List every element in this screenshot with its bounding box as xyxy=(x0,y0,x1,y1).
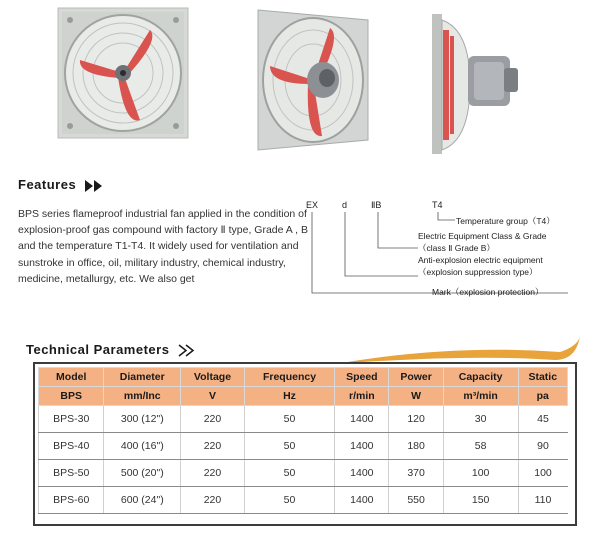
fan-front-view-image xyxy=(58,8,188,138)
table-cell: 550 xyxy=(389,487,443,514)
table-cell: 1400 xyxy=(335,460,389,487)
table-cell: 600 (24") xyxy=(104,487,181,514)
double-chevron-outline-icon xyxy=(177,344,197,357)
unit-model: BPS xyxy=(39,387,104,406)
table-cell: 45 xyxy=(518,406,567,433)
product-photos xyxy=(0,0,600,170)
table-header-row-1 xyxy=(39,368,568,387)
table-cell: 50 xyxy=(244,406,334,433)
table-cell: BPS-40 xyxy=(39,433,104,460)
table-cell: 370 xyxy=(389,460,443,487)
label-anti-explosion: Anti-explosion electric equipment xyxy=(418,255,543,265)
header-model: Model xyxy=(39,368,104,387)
features-paragraph: BPS series flameproof industrial fan applied in the condition of explosion-proof gas compound with factory Ⅱ type, Grade A , B and the temperature T1-T4. It widely used for ventilation and sunstroke in office, oil, military industry, chemical industry, medicine, metallurgy, etc. We also get xyxy=(18,208,308,285)
table-cell: 1400 xyxy=(335,433,389,460)
table-cell: 1400 xyxy=(335,487,389,514)
unit-diameter: mm/Inc xyxy=(104,387,181,406)
unit-capacity: m³/min xyxy=(443,387,518,406)
table-row xyxy=(39,433,568,460)
table-row xyxy=(39,487,568,514)
table-cell: 50 xyxy=(244,433,334,460)
label-equipment-class: Electric Equipment Class & Grade xyxy=(418,231,547,241)
unit-frequency: Hz xyxy=(244,387,334,406)
features-heading xyxy=(18,177,105,193)
features-description xyxy=(18,206,308,287)
header-voltage: Voltage xyxy=(181,368,245,387)
label-suppression-type: （explosion suppression type） xyxy=(418,267,538,277)
table-cell: 100 xyxy=(443,460,518,487)
table-cell: 180 xyxy=(389,433,443,460)
label-mark: Mark（explosion protection） xyxy=(432,287,544,297)
unit-voltage: V xyxy=(181,387,245,406)
table-cell: 50 xyxy=(244,460,334,487)
table-cell: BPS-30 xyxy=(39,406,104,433)
table-cell: 150 xyxy=(443,487,518,514)
features-title: Features xyxy=(18,177,77,192)
table-cell: 90 xyxy=(518,433,567,460)
header-speed: Speed xyxy=(335,368,389,387)
technical-heading xyxy=(26,342,197,357)
table-cell: 300 (12") xyxy=(104,406,181,433)
unit-speed: r/min xyxy=(335,387,389,406)
header-power: Power xyxy=(389,368,443,387)
table-cell: 120 xyxy=(389,406,443,433)
table-cell: 400 (16") xyxy=(104,433,181,460)
unit-static: pa xyxy=(518,387,567,406)
label-temperature-group: Temperature group（T4） xyxy=(456,216,555,226)
table-cell: 110 xyxy=(518,487,567,514)
explosion-marking-diagram xyxy=(300,198,595,308)
marking-code-class: ⅡB xyxy=(371,200,382,210)
table-cell: 220 xyxy=(181,406,245,433)
table-cell: 500 (20") xyxy=(104,460,181,487)
marking-code-ex: EX xyxy=(306,200,319,210)
fan-side-view-image xyxy=(432,14,518,154)
table-cell: 220 xyxy=(181,460,245,487)
header-capacity: Capacity xyxy=(443,368,518,387)
technical-parameters-table xyxy=(38,367,568,514)
technical-title: Technical Parameters xyxy=(26,342,170,357)
table-row xyxy=(39,406,568,433)
header-frequency: Frequency xyxy=(244,368,334,387)
header-static: Static xyxy=(518,368,567,387)
table-cell: 1400 xyxy=(335,406,389,433)
table-cell: 100 xyxy=(518,460,567,487)
fan-angled-view-image xyxy=(258,10,368,150)
table-cell: BPS-50 xyxy=(39,460,104,487)
table-row xyxy=(39,460,568,487)
table-cell: 58 xyxy=(443,433,518,460)
header-diameter: Diameter xyxy=(104,368,181,387)
label-class-grade: （class Ⅱ Grade B） xyxy=(418,243,495,253)
table-cell: 50 xyxy=(244,487,334,514)
marking-code-t4: T4 xyxy=(432,200,443,210)
table-cell: BPS-60 xyxy=(39,487,104,514)
table-cell: 220 xyxy=(181,487,245,514)
table-cell: 30 xyxy=(443,406,518,433)
table-cell: 220 xyxy=(181,433,245,460)
table-header-row-2 xyxy=(39,387,568,406)
marking-code-d: d xyxy=(342,200,348,210)
unit-power: W xyxy=(389,387,443,406)
double-chevron-icon xyxy=(83,179,105,193)
